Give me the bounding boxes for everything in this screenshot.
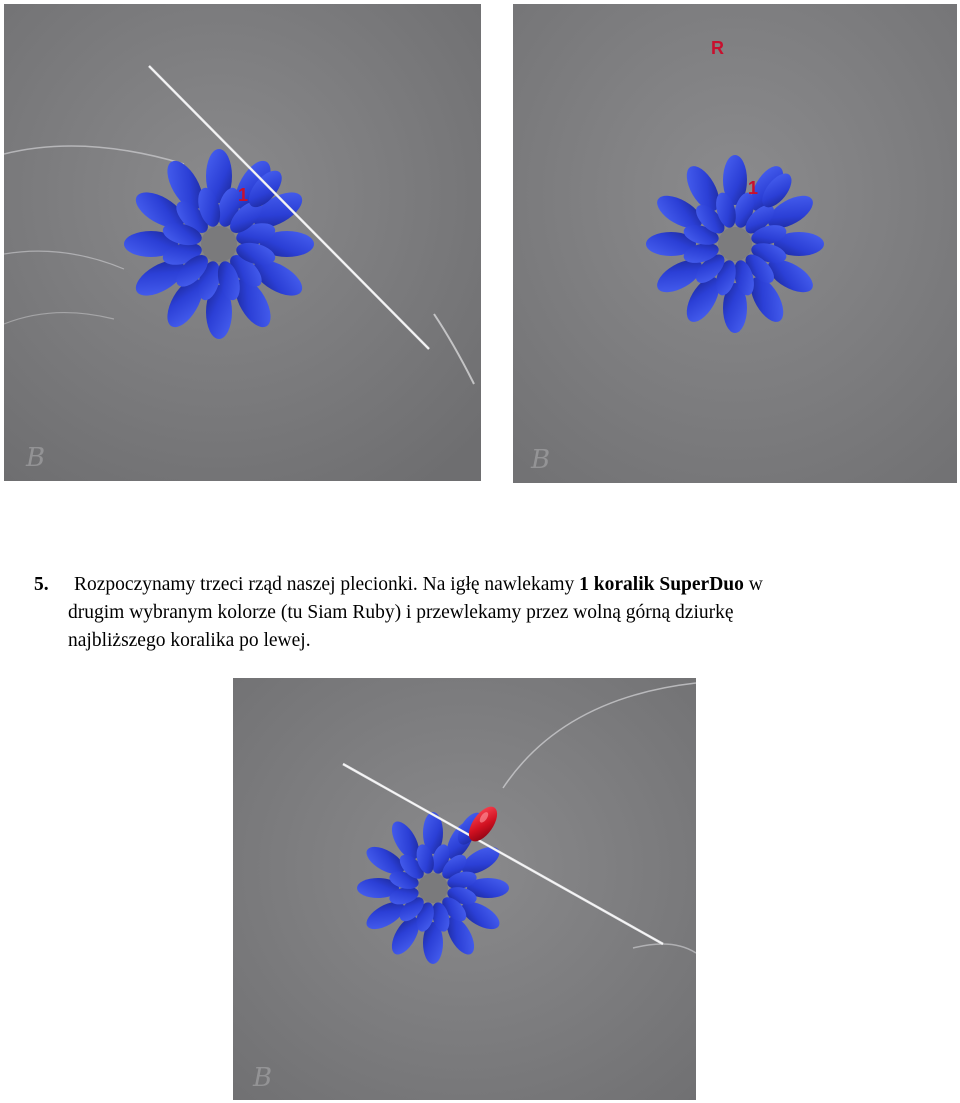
step-text-plain: Rozpoczynamy trzeci rząd naszej plecionki. Na igłę nawlekamy: [74, 574, 580, 595]
watermark-signature: B: [531, 445, 551, 475]
step-line-1: [34, 571, 934, 599]
watermark-signature: B: [253, 1063, 273, 1093]
photo-step-c: [233, 678, 696, 1100]
bead-number-label: 1: [238, 185, 249, 205]
step-text-bold: 1 koralik SuperDuo: [579, 574, 744, 595]
beadwork-photo-2: [513, 4, 957, 483]
photo-step-b: [513, 4, 957, 483]
beadwork-photo-1: [4, 4, 481, 481]
watermark-signature: B: [26, 443, 46, 473]
step-instructions: [34, 571, 934, 655]
photo-step-a: [4, 4, 481, 481]
step-number: 5.: [34, 574, 49, 595]
step-line-3: najbliższego koralika po lewej.: [68, 630, 311, 651]
step-line-2: drugim wybranym kolorze (tu Siam Ruby) i przewlekamy przez wolną górną dziurkę: [68, 602, 734, 623]
color-code-label: R: [711, 38, 724, 58]
beadwork-photo-3: [233, 678, 696, 1100]
bead-number-label: 1: [748, 178, 759, 198]
step-text-tail: w: [743, 574, 763, 595]
